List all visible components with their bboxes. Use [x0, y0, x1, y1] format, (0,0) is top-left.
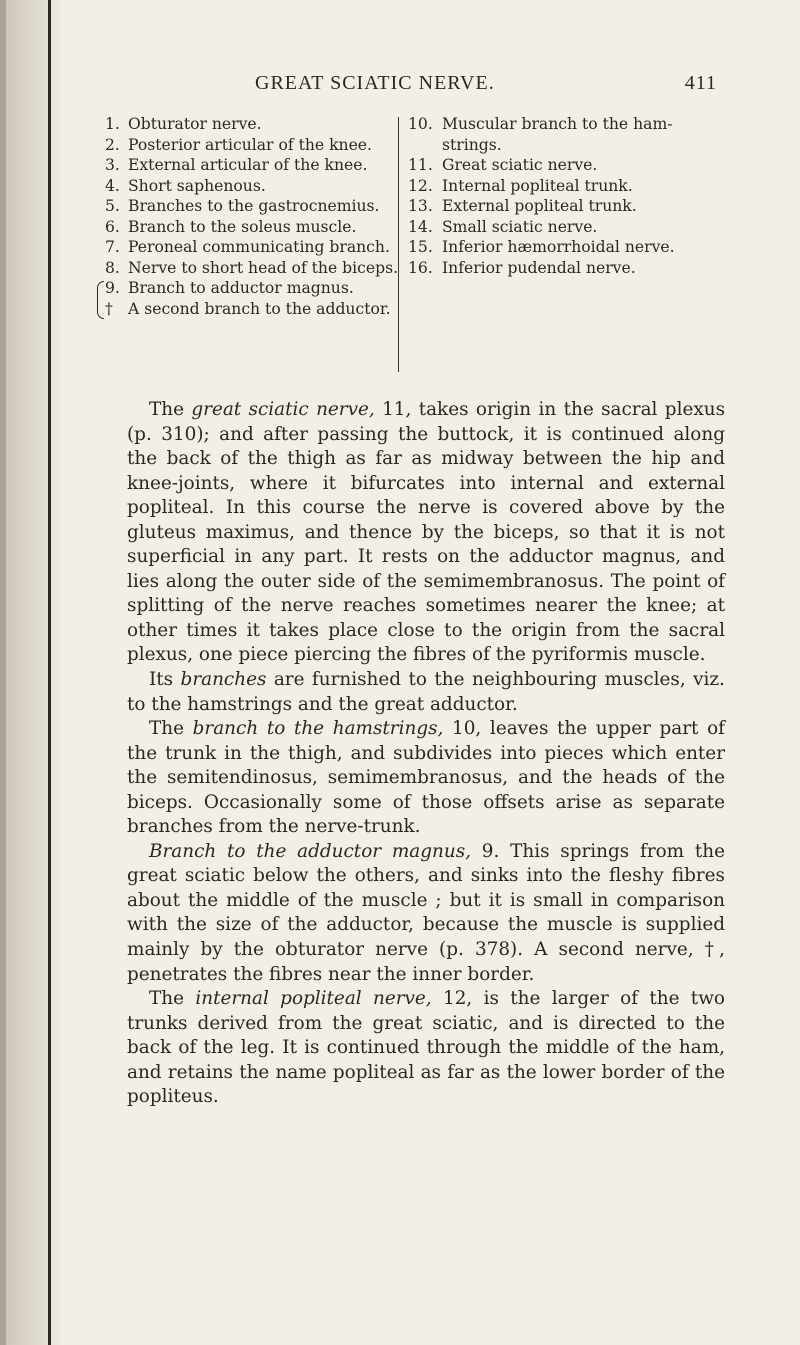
legend-brace-group	[105, 278, 400, 319]
figure-legend-right	[408, 114, 726, 278]
paragraph-adductor: Branch to the adductor magnus, 9. This springs from the great sciatic below the others, and sinks into the fleshy fibres about the middle of the muscle ; but it is small in comparison with the size of the adductor, because the muscle is supplied mainly by the obturator nerve (p. 378). A second nerve, †, penetrates the fibres near the inner border.	[127, 840, 726, 985]
book-gutter	[0, 0, 60, 1345]
legend-item: 4. Short saphenous.	[105, 176, 266, 195]
legend-item: † A second branch to the adductor.	[105, 299, 391, 318]
figure-legend-left	[105, 114, 400, 319]
legend-item: 13. External popliteal trunk.	[408, 197, 637, 215]
legend-item: 3. External articular of the knee.	[105, 156, 368, 174]
legend-item: 16. Inferior pudendal nerve.	[408, 258, 636, 277]
legend-item: 5. Branches to the gastrocnemius.	[105, 197, 380, 215]
brace	[97, 281, 104, 319]
legend-item: 7. Peroneal communicating branch.	[105, 238, 390, 256]
legend-item: 1. Obturator nerve.	[105, 115, 262, 133]
legend-item: 12. Internal popliteal trunk.	[408, 176, 633, 195]
legend-item: 14. Small sciatic nerve.	[408, 217, 598, 236]
legend-item: 8. Nerve to short head of the biceps.	[105, 258, 399, 277]
legend-item-continuation: strings.	[442, 135, 502, 154]
paragraph-great-sciatic: The great sciatic nerve, 11, takes origin in the sacral plexus (p. 310); and after passing the buttock, it is continued along the back of the thigh as far as midway between the hip and knee-joints, where it bifurcates into internal and external popliteal. In this course the nerve is covered above by the gluteus maximus, and thence by the biceps, so that it is not superficial in any part. It rests on the adductor magnus, and lies along the outer side of the semimembranosus. The point of splitting of the nerve reaches sometimes nearer the knee; at other times it takes place close to the origin from the sacral plexus, one piece piercing the fibres of the pyriformis muscle.	[127, 399, 726, 666]
legend-item: 9. Branch to adductor magnus.	[105, 279, 354, 297]
page-number: 411	[684, 72, 717, 94]
body-text	[127, 398, 725, 1110]
legend-item: 10. Muscular branch to the ham-	[408, 115, 673, 133]
running-head	[255, 72, 717, 95]
legend-item: 15. Inferior hæmorrhoidal nerve.	[408, 238, 675, 256]
paragraph-hamstrings: The branch to the hamstrings, 10, leaves the upper part of the trunk in the thigh, and subdivides into pieces which enter the semitendinosus, semimembranosus, and the heads of the biceps. Occasionally some of those offsets arise as separate branches from the nerve-trunk.	[127, 718, 725, 838]
paragraph-internal-popliteal: The internal popliteal nerve, 12, is the larger of the two trunks derived from the great sciatic, and is directed to the back of the leg. It is continued through the middle of the ham, and retains the name popliteal as far as the lower border of the popliteus.	[127, 988, 726, 1108]
legend-divider	[398, 117, 399, 372]
page-edge	[0, 0, 6, 1345]
legend-item: 6. Branch to the soleus muscle.	[105, 217, 357, 236]
binding-line	[48, 0, 51, 1345]
legend-item: 11. Great sciatic nerve.	[408, 156, 598, 174]
paragraph-branches: Its branches are furnished to the neighbouring muscles, viz. to the hamstrings and the great adductor.	[127, 669, 725, 715]
running-head-title: GREAT SCIATIC NERVE.	[255, 72, 495, 94]
legend-item: 2. Posterior articular of the knee.	[105, 135, 372, 154]
